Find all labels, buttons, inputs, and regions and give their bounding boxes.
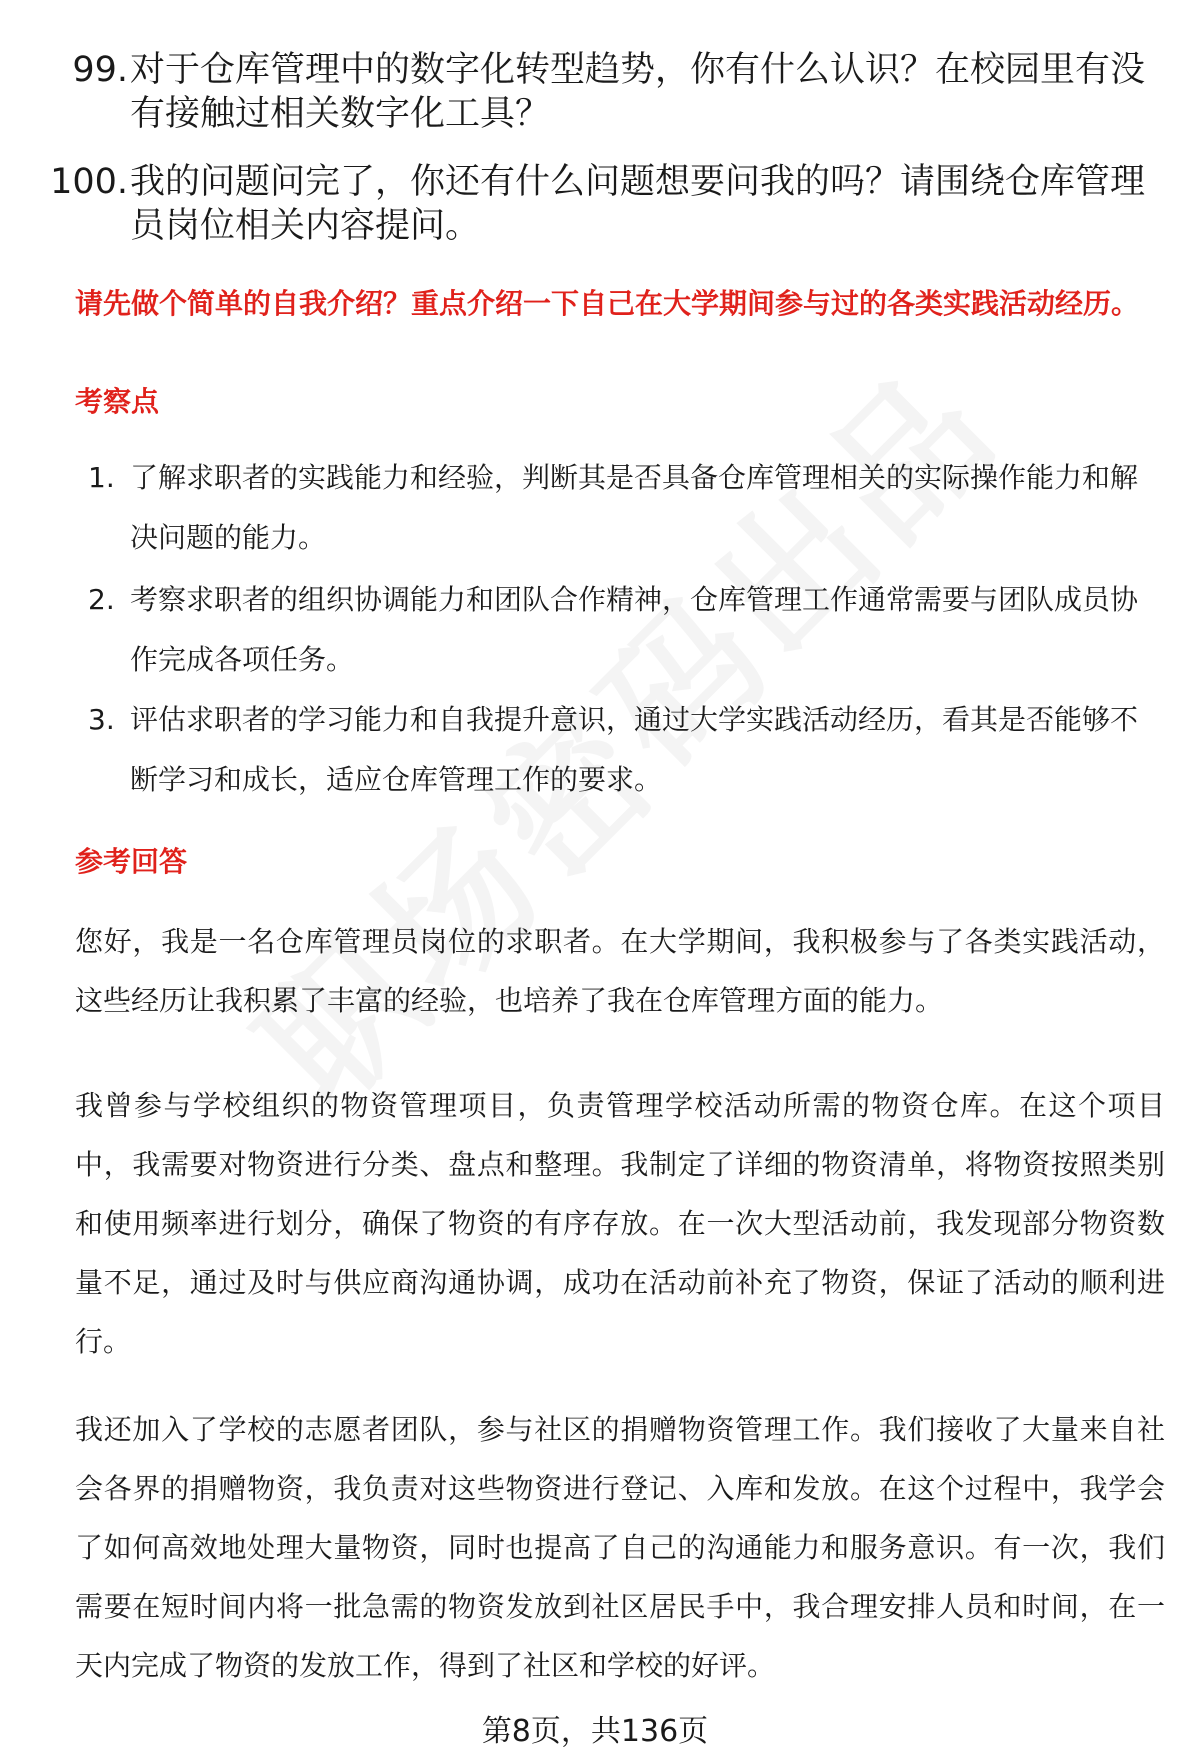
answer-heading: 参考回答	[75, 845, 188, 878]
question-item	[0, 160, 1190, 250]
answer-paragraph: 我曾参与学校组织的物资管理项目，负责管理学校活动所需的物资仓库。在这个项目中，我需要对物资进行分类、盘点和整理。我制定了详细的物资清单，将物资按照类别和使用频率进行划分，确保了物资的有序存放。在一次大型活动前，我发现部分物资数量不足，通过及时与供应商沟通协调，成功在活动前补充了物资，保证了活动的顺利进行。	[75, 1089, 1165, 1358]
list-number: 1.	[88, 461, 115, 494]
question-item	[0, 48, 1190, 138]
answer-paragraph: 您好，我是一名仓库管理员岗位的求职者。在大学期间，我积极参与了各类实践活动，这些经历让我积累了丰富的经验，也培养了我在仓库管理方面的能力。	[75, 925, 1165, 1017]
question-text: 我的问题问完了，你还有什么问题想要问我的吗？请围绕仓库管理员岗位相关内容提问。	[130, 162, 1146, 246]
list-item	[0, 690, 1190, 810]
list-text: 了解求职者的实践能力和经验，判断其是否具备仓库管理相关的实际操作能力和解决问题的能力。	[130, 461, 1139, 554]
list-text: 考察求职者的组织协调能力和团队合作精神，仓库管理工作通常需要与团队成员协作完成各项任务。	[130, 583, 1139, 676]
page-footer: 第8页，共136页	[481, 1714, 709, 1749]
question-text: 对于仓库管理中的数字化转型趋势，你有什么认识？在校园里有没有接触过相关数字化工具？	[130, 50, 1146, 134]
list-item	[0, 448, 1190, 568]
section-title: 请先做个简单的自我介绍？重点介绍一下自己在大学期间参与过的各类实践活动经历。	[75, 287, 1140, 320]
list-number: 3.	[88, 703, 115, 736]
focus-heading: 考察点	[75, 385, 160, 418]
question-number: 99.	[72, 50, 128, 90]
list-item	[0, 570, 1190, 690]
question-number: 100.	[50, 162, 128, 202]
answer-paragraph: 我还加入了学校的志愿者团队，参与社区的捐赠物资管理工作。我们接收了大量来自社会各界的捐赠物资，我负责对这些物资进行登记、入库和发放。在这个过程中，我学会了如何高效地处理大量物资，同时也提高了自己的沟通能力和服务意识。有一次，我们需要在短时间内将一批急需的物资发放到社区居民手中，我合理安排人员和时间，在一天内完成了物资的发放工作，得到了社区和学校的好评。	[75, 1413, 1165, 1682]
list-number: 2.	[88, 583, 115, 616]
list-text: 评估求职者的学习能力和自我提升意识，通过大学实践活动经历，看其是否能够不断学习和成长，适应仓库管理工作的要求。	[130, 703, 1139, 796]
